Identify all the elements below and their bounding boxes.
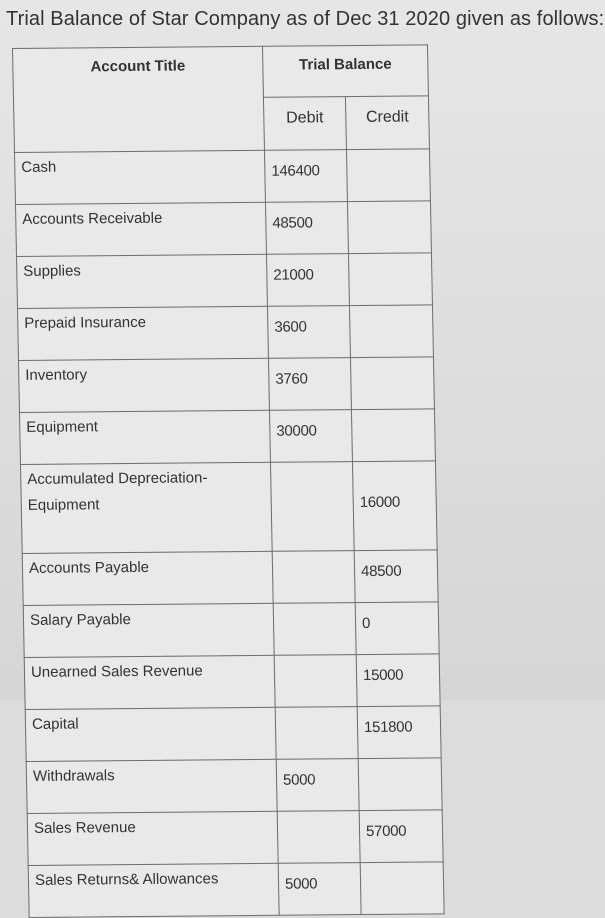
credit-cell (350, 357, 434, 410)
account-cell: Accumulated Depreciation-Equipment (20, 462, 272, 553)
table-row (18, 305, 434, 361)
account-cell: Inventory (18, 358, 269, 412)
table-row (22, 550, 438, 606)
debit-cell (272, 551, 355, 604)
trial-balance-header: Trial Balance (262, 45, 428, 97)
credit-header: Credit (345, 96, 429, 150)
debit-cell: 30000 (269, 410, 352, 463)
credit-cell (358, 758, 442, 811)
table-row (18, 357, 434, 413)
account-cell: Sales Revenue (27, 811, 278, 865)
credit-cell: 57000 (359, 810, 443, 863)
debit-cell (273, 603, 356, 656)
account-cell: Capital (25, 707, 276, 761)
table-row (26, 758, 442, 814)
credit-cell (346, 149, 430, 202)
account-cell: Supplies (17, 254, 268, 308)
debit-cell: 48500 (265, 202, 348, 255)
table-row (28, 862, 444, 918)
account-cell: Unearned Sales Revenue (24, 655, 275, 709)
debit-cell (274, 655, 357, 708)
debit-cell (275, 707, 358, 760)
trial-balance-sheet (12, 44, 439, 893)
credit-cell (349, 305, 433, 358)
credit-cell: 151800 (357, 706, 441, 759)
debit-cell: 3760 (268, 358, 351, 411)
debit-cell: 5000 (278, 863, 361, 916)
credit-cell: 0 (355, 602, 439, 655)
table-row (23, 602, 439, 658)
debit-cell (277, 811, 360, 864)
table-row (20, 461, 437, 554)
debit-cell: 5000 (276, 759, 359, 812)
credit-cell (347, 201, 431, 254)
table-row (25, 706, 441, 762)
account-cell: Accounts Receivable (16, 202, 267, 256)
credit-cell: 15000 (356, 654, 440, 707)
header-row (13, 45, 429, 100)
credit-cell: 48500 (354, 550, 438, 603)
account-cell: Sales Returns& Allowances (28, 863, 279, 917)
trial-balance-table (12, 44, 445, 918)
account-cell: Cash (15, 150, 266, 204)
page-heading: Trial Balance of Star Company as of Dec 31 2020 given as follows: (6, 8, 605, 30)
debit-cell: 146400 (264, 150, 347, 203)
debit-cell: 3600 (267, 306, 350, 359)
table-row (24, 654, 440, 710)
credit-cell (348, 253, 432, 306)
account-cell: Salary Payable (23, 603, 274, 657)
account-cell: Withdrawals (26, 759, 277, 813)
account-cell: Accounts Payable (22, 551, 273, 605)
account-cell: Prepaid Insurance (18, 306, 269, 360)
debit-cell (270, 462, 354, 552)
table-row (19, 409, 435, 465)
table-row (16, 201, 432, 257)
table-row (27, 810, 443, 866)
account-title-header: Account Title (13, 46, 265, 152)
debit-cell: 21000 (266, 254, 349, 307)
credit-cell (360, 862, 444, 915)
credit-cell: 16000 (352, 461, 437, 551)
table-row (17, 253, 433, 309)
credit-cell (351, 409, 435, 462)
debit-header: Debit (263, 97, 346, 151)
account-cell: Equipment (19, 410, 270, 464)
table-row (15, 149, 431, 205)
